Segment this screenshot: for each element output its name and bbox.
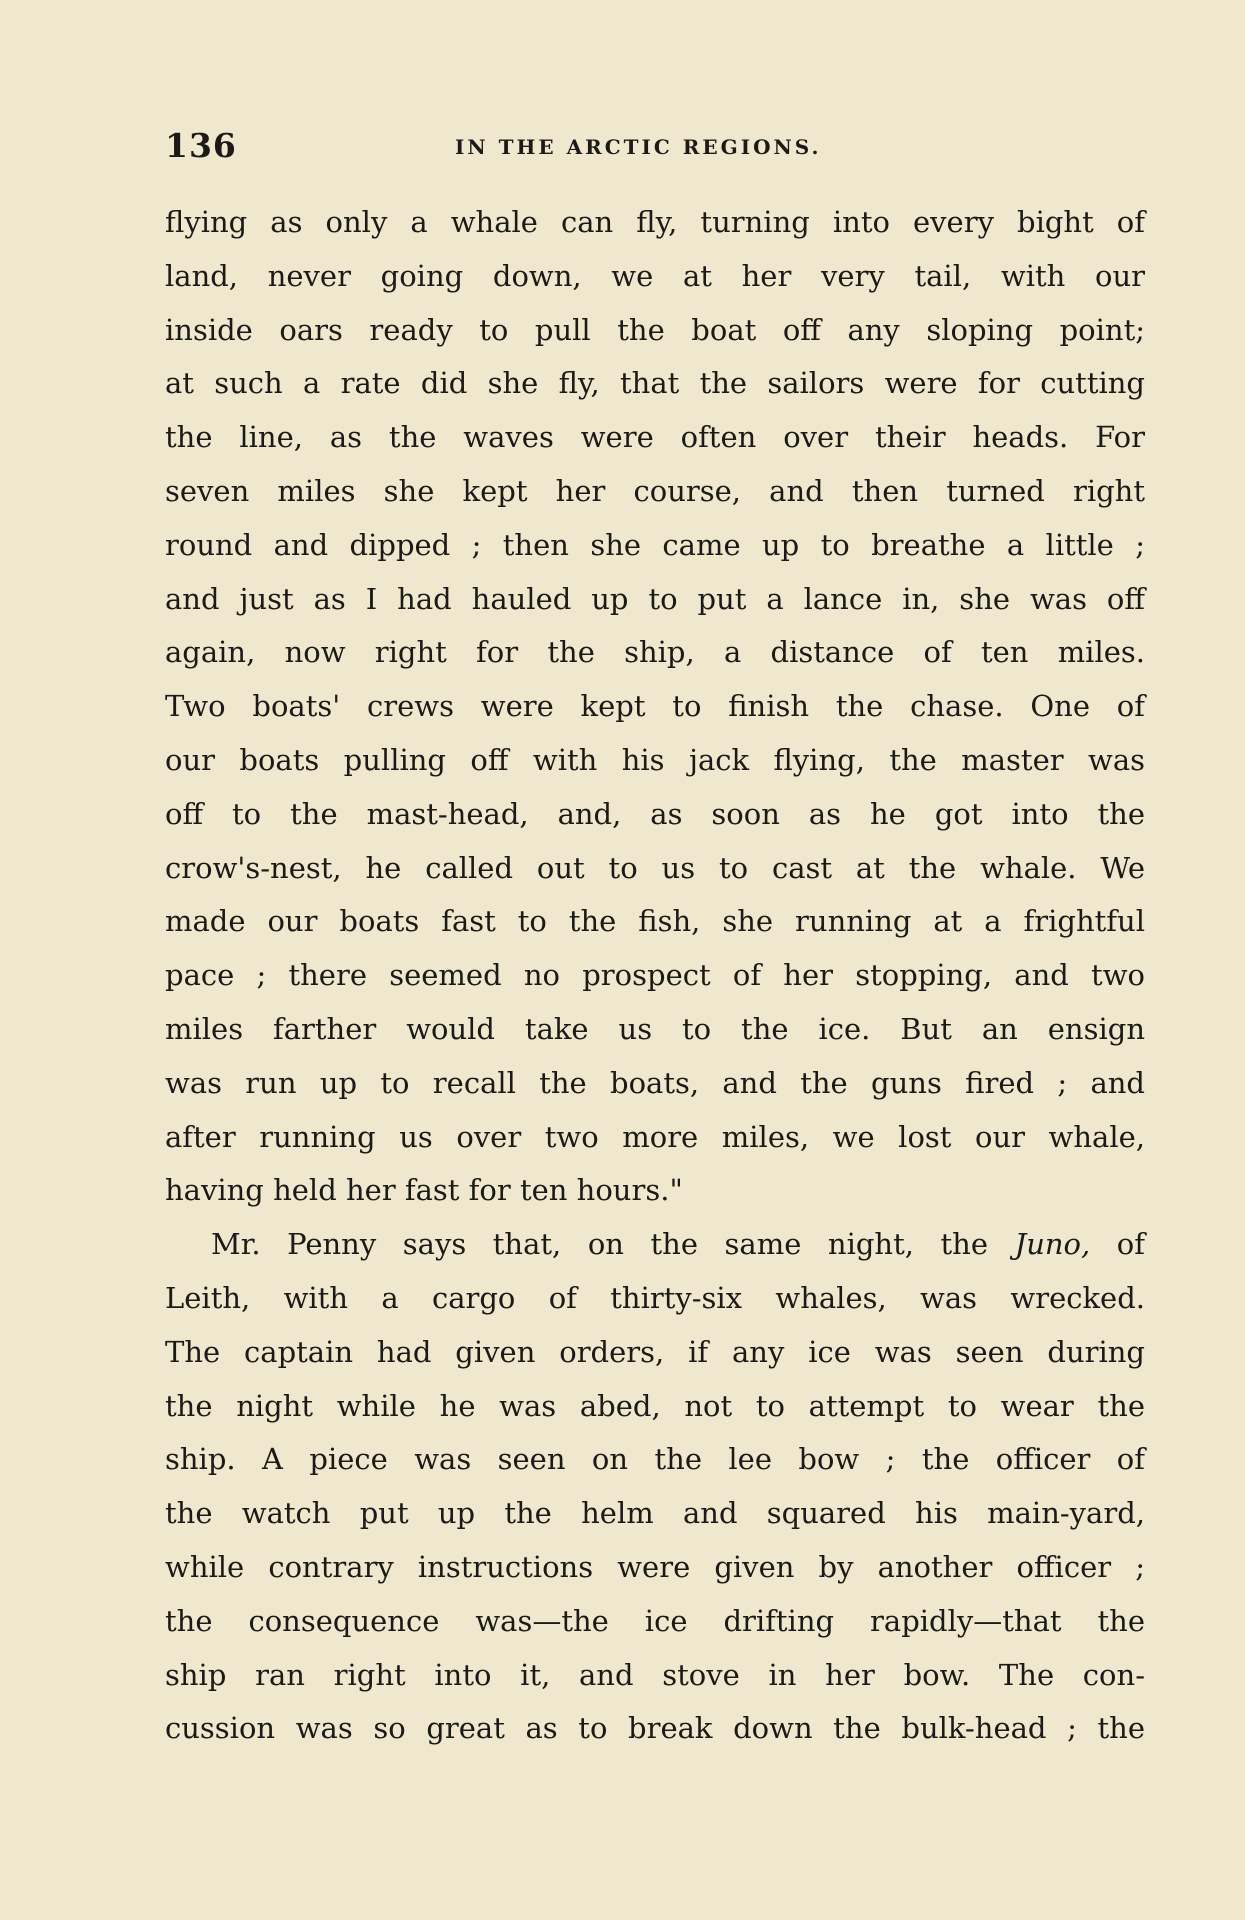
text-line: pace ; there seemed no prospect of her stopping, and two [165,958,1145,993]
paragraph-start-line [165,1218,1145,1272]
text-line: seven miles she kept her course, and then turned right [165,473,1145,508]
text-line: made our boats fast to the fish, she running at a frightful [165,904,1145,939]
page-header [165,126,1145,174]
text-line: cussion was so great as to break down the bulk-head ; the [165,1711,1145,1746]
text-line: the watch put up the helm and squared his main-yard, [165,1496,1145,1531]
text-line: ship. A piece was seen on the lee bow ; the officer of [165,1442,1145,1477]
text-line: after running us over two more miles, we lost our whale, [165,1119,1145,1154]
text-line: while contrary instructions were given by another officer ; [165,1549,1145,1584]
text-line: was run up to recall the boats, and the guns fired ; and [165,1065,1145,1100]
text-line: round and dipped ; then she came up to breathe a little ; [165,527,1145,562]
text-line: again, now right for the ship, a distance of ten miles. [165,635,1145,670]
text-line: ship ran right into it, and stove in her bow. The con- [165,1657,1145,1692]
text-span: of [1090,1227,1145,1262]
text-line: the consequence was—the ice drifting rapidly—that the [165,1603,1145,1638]
text-span: Mr. Penny says that, on the same night, the [211,1227,1015,1262]
ship-name-italic: Juno, [1014,1227,1091,1262]
text-line: crow's-nest, he called out to us to cast at the whale. We [165,850,1145,885]
text-line: The captain had given orders, if any ice was seen during [165,1334,1145,1369]
text-line: miles farther would take us to the ice. But an ensign [165,1011,1145,1046]
paragraph-end-line: having held her fast for ten hours." [165,1173,683,1208]
text-line: flying as only a whale can fly, turning into every bight of [165,205,1145,239]
running-head: IN THE ARCTIC REGIONS. [455,135,822,159]
text-line: off to the mast-head, and, as soon as he got into the [165,796,1145,831]
text-line: the night while he was abed, not to attempt to wear the [165,1388,1145,1423]
page-number: 136 [165,126,237,165]
text-line: our boats pulling off with his jack flying, the master was [165,742,1145,777]
text-line: land, never going down, we at her very tail, with our [165,258,1145,293]
text-line: the line, as the waves were often over their heads. For [165,420,1145,455]
text-line: inside oars ready to pull the boat off any sloping point; [165,312,1145,347]
body-text [165,196,1145,1756]
text-line: Leith, with a cargo of thirty-six whales, was wrecked. [165,1280,1145,1315]
text-line: Two boats' crews were kept to finish the chase. One of [165,689,1145,724]
text-line: and just as I had hauled up to put a lance in, she was off [165,581,1145,616]
text-line: at such a rate did she fly, that the sailors were for cutting [165,366,1145,401]
